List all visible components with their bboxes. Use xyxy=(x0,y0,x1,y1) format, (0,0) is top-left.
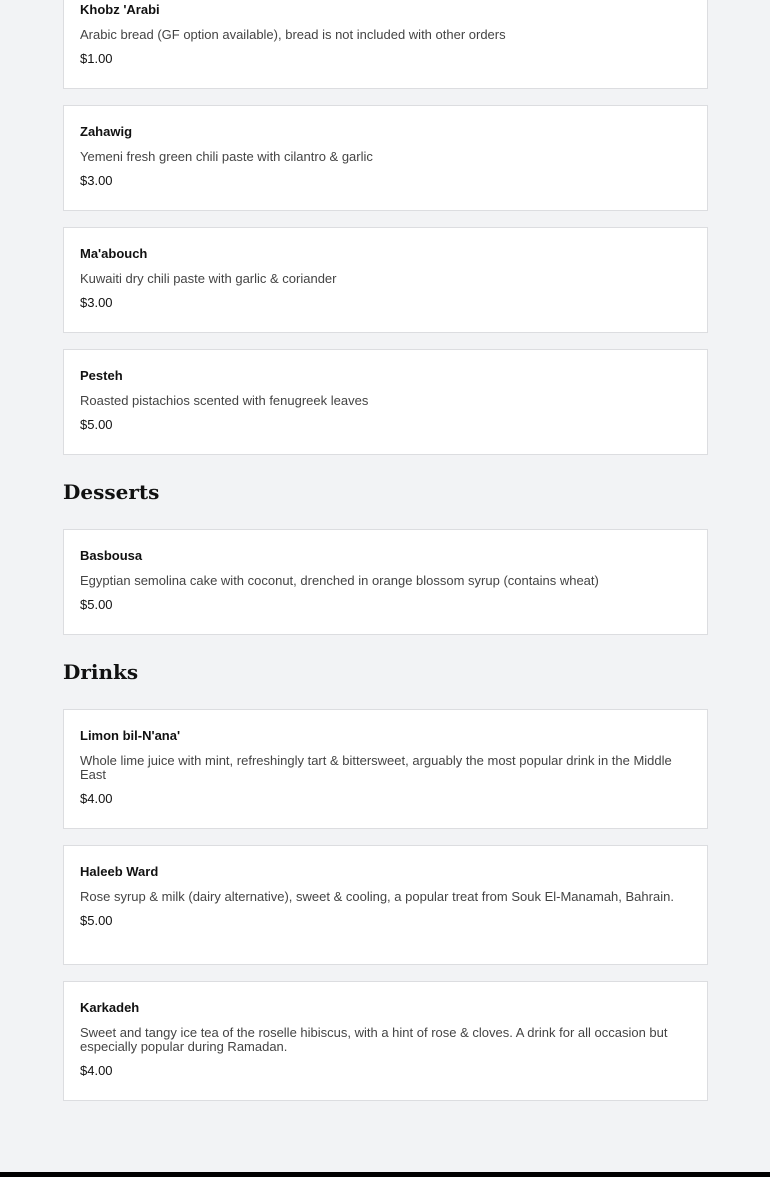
menu-item-name: Limon bil-N'ana' xyxy=(80,728,181,743)
menu-item-price: $5.00 xyxy=(80,913,113,928)
menu-item-description: Rose syrup & milk (dairy alternative), sweet & cooling, a popular treat from Souk El-Manamah, Bahrain. xyxy=(80,889,674,904)
menu-item-card[interactable] xyxy=(63,529,708,635)
menu-item-card[interactable] xyxy=(63,227,708,333)
menu-item-price: $1.00 xyxy=(80,51,113,66)
menu-item-card[interactable] xyxy=(63,349,708,455)
menu-item-card[interactable] xyxy=(63,845,708,965)
menu-item-description: Arabic bread (GF option available), bread is not included with other orders xyxy=(80,27,506,42)
menu-item-name: Basbousa xyxy=(80,548,143,563)
menu-item-name: Karkadeh xyxy=(80,1000,140,1015)
menu-item-price: $3.00 xyxy=(80,173,113,188)
footer-bar xyxy=(0,1172,770,1177)
section-title-drinks: Drinks xyxy=(63,660,139,684)
menu-item-description: Kuwaiti dry chili paste with garlic & coriander xyxy=(80,271,337,286)
menu-item-description: Yemeni fresh green chili paste with cilantro & garlic xyxy=(80,149,373,164)
menu-item-card[interactable] xyxy=(63,709,708,829)
menu-item-price: $5.00 xyxy=(80,417,113,432)
menu-item-name: Ma'abouch xyxy=(80,246,148,261)
menu-item-price: $4.00 xyxy=(80,791,113,806)
menu-item-name: Pesteh xyxy=(80,368,123,383)
menu-item-price: $4.00 xyxy=(80,1063,113,1078)
menu-item-name: Khobz 'Arabi xyxy=(80,2,160,17)
menu-item-price: $5.00 xyxy=(80,597,113,612)
menu-item-description: Roasted pistachios scented with fenugreek leaves xyxy=(80,393,369,408)
menu-item-description: Egyptian semolina cake with coconut, drenched in orange blossom syrup (contains wheat) xyxy=(80,573,599,588)
section-title-desserts: Desserts xyxy=(63,480,160,504)
menu-item-name: Haleeb Ward xyxy=(80,864,159,879)
menu-item-description: Whole lime juice with mint, refreshingly tart & bittersweet, arguably the most popular drink in the Middle East xyxy=(80,753,672,782)
menu-item-name: Zahawig xyxy=(80,124,133,139)
menu-item-card[interactable] xyxy=(63,981,708,1101)
menu-item-description: Sweet and tangy ice tea of the roselle hibiscus, with a hint of rose & cloves. A drink for all occasion but especially popular during Ramadan. xyxy=(80,1025,668,1054)
menu-content xyxy=(63,0,708,1117)
menu-item-card[interactable] xyxy=(63,105,708,211)
menu-item-price: $3.00 xyxy=(80,295,113,310)
menu-item-card[interactable] xyxy=(63,0,708,89)
